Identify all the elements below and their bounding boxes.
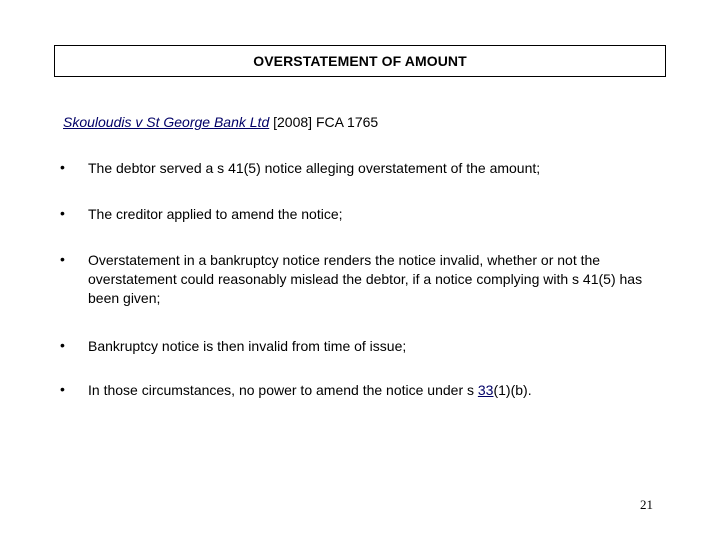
case-reference: [2008] FCA 1765 — [269, 114, 379, 130]
bullet-marker: • — [60, 205, 65, 221]
list-item: Bankruptcy notice is then invalid from time of issue; — [88, 338, 407, 354]
list-item-text: (1)(b). — [493, 382, 532, 398]
page-number: 21 — [640, 497, 653, 512]
list-item: The debtor served a s 41(5) notice alleging overstatement of the amount; — [88, 160, 541, 176]
list-item — [88, 381, 668, 400]
bullet-marker: • — [60, 381, 65, 397]
title-box — [54, 45, 666, 77]
list-item-text: In those circumstances, no power to amend the notice under s — [88, 382, 478, 398]
list-item: The creditor applied to amend the notice; — [88, 206, 343, 222]
section-link[interactable]: 33 — [477, 382, 494, 398]
list-item: Overstatement in a bankruptcy notice renders the notice invalid, whether or not the overstatement could reasonably mislead the debtor, if a notice complying with s 41(5) has been given; — [88, 252, 643, 306]
case-citation — [63, 114, 378, 130]
case-name-link[interactable]: Skouloudis v St George Bank Ltd — [63, 114, 270, 130]
bullet-marker: • — [60, 337, 65, 353]
bullet-marker: • — [60, 251, 65, 267]
bullet-marker: • — [60, 159, 65, 175]
slide-title: OVERSTATEMENT OF AMOUNT — [253, 53, 467, 69]
